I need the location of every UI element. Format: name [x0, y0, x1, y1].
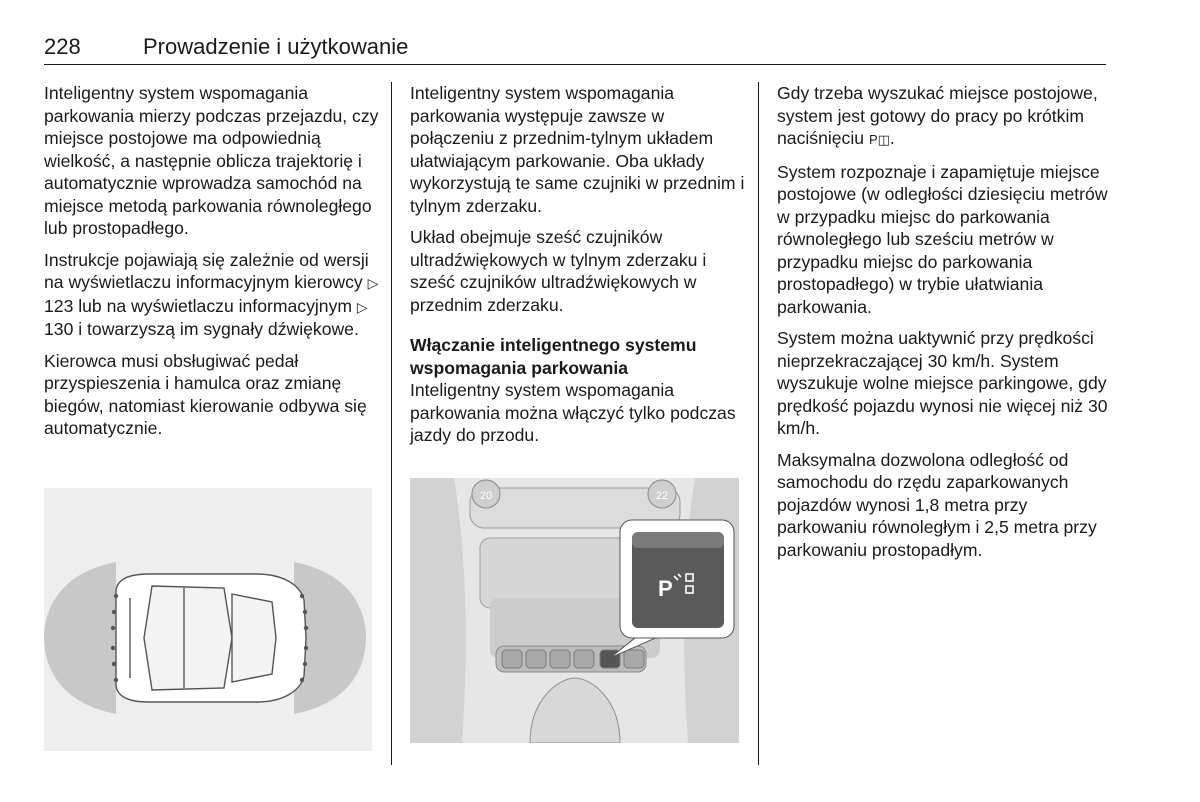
paragraph: Układ obejmuje sześć czujników ultradźwiękowych w tylnym zderzaku i sześć czujników ultradźwiękowych w przednim zderzaku.	[410, 227, 707, 315]
column-2	[410, 82, 745, 456]
paragraph: System rozpoznaje i zapamiętuje miejsce postojowe (w odległości dziesięciu metrów w przypadku miejsc do parkowania równoległego lub sześciu metrów w przypadku miejsc do parkowania prostopadłego) w trybie ułatwiania parkowania.	[777, 161, 1108, 317]
park-assist-icon-label: P	[658, 576, 673, 601]
paragraph: Inteligentny system wspomagania parkowania mierzy podczas przejazdu, czy miejsce postojowe ma odpowiednią wielkość, a następnie oblicza trajektorię i automatycznie wprowadza samochód na miejsce metodą parkowania równoległego lub prostopadłego.	[44, 83, 379, 238]
dial-right-label: 22	[655, 490, 669, 502]
figure-console-button	[410, 478, 739, 743]
column-divider-1	[391, 82, 392, 765]
paragraph-text: .	[889, 128, 895, 148]
paragraph: System można uaktywnić przy prędkości nieprzekraczającej 30 km/h. System wyszukuje wolne miejsce parkingowe, gdy prędkość pojazdu wynosi nie więcej niż 30 km/h.	[777, 328, 1108, 438]
page-title: Prowadzenie i użytkowanie	[143, 34, 409, 59]
page-header	[44, 34, 1106, 64]
figure-sensor-zones	[44, 488, 372, 751]
paragraph	[44, 249, 379, 341]
paragraph-text: 123 lub na wyświetlaczu informacyjnym	[44, 295, 357, 316]
paragraph-text: Instrukcje pojawiają się zależnie od wersji na wyświetlaczu informacyjnym kierowcy	[44, 249, 369, 292]
paragraph: Inteligentny system wspomagania parkowania można włączyć tylko podczas jazdy do przodu.	[410, 380, 736, 445]
arrow-icon: ▷	[367, 275, 379, 291]
column-1	[44, 82, 379, 449]
dial-left-label: 20	[479, 490, 493, 502]
header-rule	[44, 64, 1106, 65]
car-top-view	[116, 574, 306, 702]
arrow-icon: ▷	[356, 298, 368, 315]
console-frame	[410, 478, 466, 743]
park-assist-icon: P◫	[868, 132, 890, 147]
paragraph-text: 130 i towarzyszą im sygnały dźwiękowe.	[44, 319, 359, 339]
paragraph	[777, 82, 1112, 152]
paragraph: Maksymalna dozwolona odległość od samochodu do rzędu zaparkowanych pojazdów wynosi 1,8 metra przy parkowaniu równoległym i 2,5 metra przy parkowaniu prostopadłym.	[777, 449, 1097, 560]
page-number: 228	[44, 34, 81, 59]
column-3	[777, 82, 1112, 570]
paragraph: Kierowca musi obsługiwać pedał przyspieszenia i hamulca oraz zmianę biegów, natomiast kierowanie odbywa się automatycznie.	[44, 350, 367, 438]
column-divider-2	[758, 82, 759, 765]
paragraph: Inteligentny system wspomagania parkowania występuje zawsze w połączeniu z przednim-tylnym układem ułatwiającym parkowanie. Oba układy wykorzystują te same czujniki w przednim i tylnym zderzaku.	[410, 83, 745, 216]
section-heading: Włączanie inteligentnego systemu wspomagania parkowania	[410, 335, 697, 378]
paragraph-text: Gdy trzeba wyszukać miejsce postojowe, system jest gotowy do pracy po krótkim naciśnięciu	[777, 83, 1098, 148]
